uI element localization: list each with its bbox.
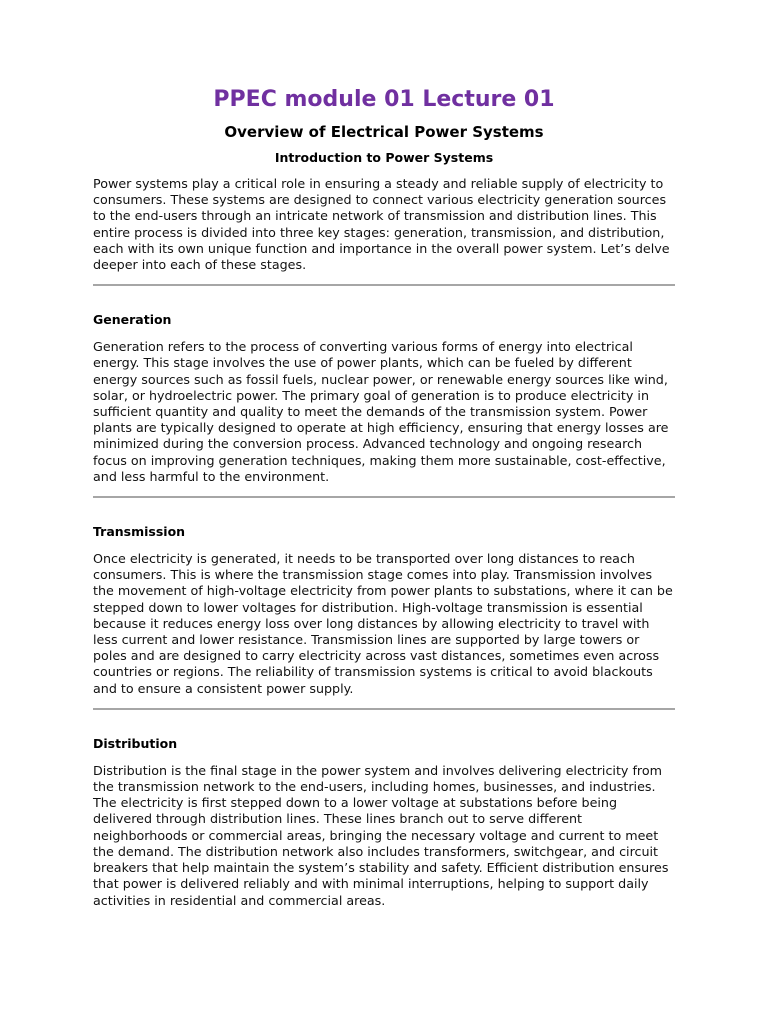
section-divider <box>93 496 675 498</box>
section-heading-distribution: Distribution <box>93 735 178 751</box>
page-title: PPEC module 01 Lecture 01 <box>213 87 555 112</box>
section-paragraph-transmission: Once electricity is generated, it needs to be transported over long distances to reach consumers. This is where the transmission stage comes into play. Transmission involves the movement of high-voltage electricity from power plants to substations, where it can be stepped down to lower voltages for distribution. High-voltage transmission is essential because it reduces energy loss over long distances by allowing electricity to travel with less current and lower resistance. Transmission lines are supported by large towers or poles and are designed to carry electricity across vast distances, sometimes even across countries or regions. The reliability of transmission systems is critical to avoid blackouts and to ensure a consistent power supply. <box>93 551 673 696</box>
section-heading-transmission: Transmission <box>93 524 186 540</box>
section-paragraph-distribution: Distribution is the final stage in the power system and involves delivering electricity from the transmission network to the end-users, including homes, businesses, and industries. The electricity is first stepped down to a lower voltage at substations before being delivered through distribution lines. These lines branch out to serve different neighborhoods or commercial areas, bringing the necessary voltage and current to meet the demand. The distribution network also includes transformers, switchgear, and circuit breakers that help maintain the system’s stability and safety. Efficient distribution ensures that power is delivered reliably and with minimal interruptions, helping to support daily activities in residential and commercial areas. <box>93 762 669 908</box>
intro-paragraph: Power systems play a critical role in ensuring a steady and reliable supply of electricity to consumers. These systems are designed to connect various electricity generation sources to the end-users through an intricate network of transmission and distribution lines. This entire process is divided into three key stages: generation, transmission, and distribution, each with its own unique function and importance in the overall power system. Let’s delve deeper into each of these stages. <box>93 176 670 273</box>
intro-heading: Introduction to Power Systems <box>274 150 494 165</box>
section-heading-generation: Generation <box>93 312 172 328</box>
section-divider <box>93 708 675 710</box>
section-divider <box>93 284 675 286</box>
page-subtitle: Overview of Electrical Power Systems <box>224 123 544 141</box>
section-paragraph-generation: Generation refers to the process of converting various forms of energy into electrical energy. This stage involves the use of power plants, which can be fueled by different energy sources such as fossil fuels, nuclear power, or renewable energy sources like wind, solar, or hydroelectric power. The primary goal of generation is to produce electricity in sufficient quantity and quality to meet the demands of the transmission system. Power plants are typically designed to operate at high efficiency, ensuring that energy losses are minimized during the conversion process. Advanced technology and ongoing research focus on improving generation techniques, making them more sustainable, cost-effective, and less harmful to the environment. <box>93 339 669 484</box>
